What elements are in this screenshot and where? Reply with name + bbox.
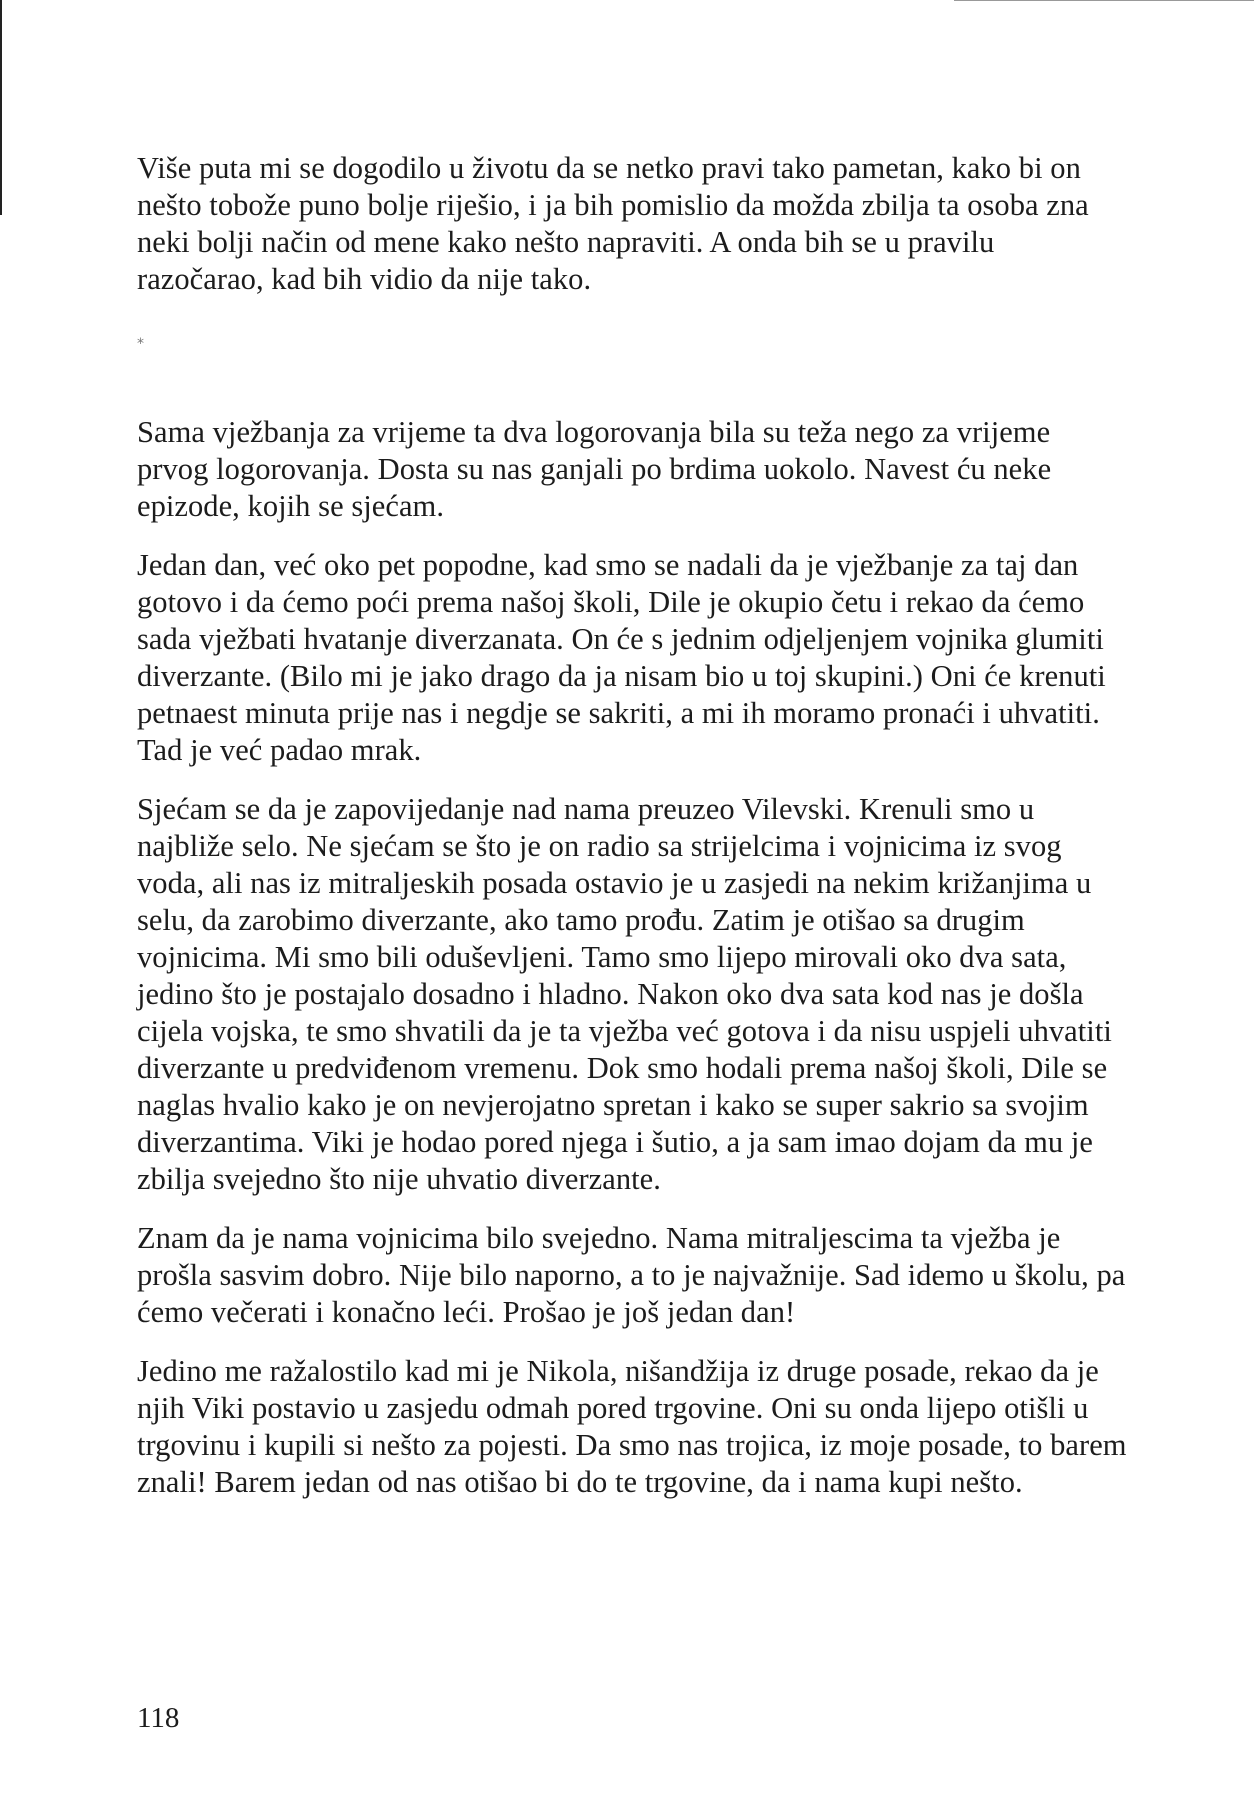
scan-edge-left [0, 0, 2, 215]
paragraph-5: Znam da je nama vojnicima bilo svejedno. Nama mitraljescima ta vježba je prošla sasvim dobro. Nije bilo naporno, a to je najvažnije. Sad idemo u školu, pa ćemo večerati i konačno leći. Prošao je još jedan dan! [137, 1221, 1126, 1329]
scan-edge-top [954, 0, 1254, 1]
section-separator: * [137, 336, 144, 352]
page-number: 118 [137, 1702, 180, 1734]
paragraph-1: Više puta mi se dogodilo u životu da se netko pravi tako pametan, kako bi on nešto tobože puno bolje riješio, i ja bih pomislio da možda zbilja ta osoba zna neki bolji način od mene kako nešto napraviti. A onda bih se u pravilu razočarao, kad bih vidio da nije tako. [137, 151, 1089, 296]
paragraph-2: Sama vježbanja za vrijeme ta dva logorovanja bila su teža nego za vrijeme prvog logorovanja. Dosta su nas ganjali po brdima uokolo. Navest ću neke epizode, kojih se sjećam. [137, 415, 1052, 523]
paragraph-3: Jedan dan, već oko pet popodne, kad smo se nadali da je vježbanje za taj dan gotovo i da ćemo poći prema našoj školi, Dile je okupio četu i rekao da ćemo sada vježbati hvatanje diverzanata. On će s jednim odjeljenjem vojnika glumiti diverzante. (Bilo mi je jako drago da ja nisam bio u toj skupini.) Oni će krenuti petnaest minuta prije nas i negdje se sakriti, a mi ih moramo pronaći i uhvatiti. Tad je već padao mrak. [137, 548, 1106, 767]
paragraph-6: Jedino me ražalostilo kad mi je Nikola, nišandžija iz druge posade, rekao da je njih Viki postavio u zasjedu odmah pored trgovine. Oni su onda lijepo otišli u trgovinu i kupili si nešto za pojesti. Da smo nas trojica, iz moje posade, to barem znali! Barem jedan od nas otišao bi do te trgovine, da i nama kupi nešto. [137, 1354, 1127, 1499]
page-body [137, 150, 1127, 1523]
paragraph-4: Sjećam se da je zapovijedanje nad nama preuzeo Vilevski. Krenuli smo u najbliže selo. Ne sjećam se što je on radio sa strijelcima i vojnicima iz svog voda, ali nas iz mitraljeskih posada ostavio je u zasjedi na nekim križanjima u selu, da zarobimo diverzante, ako tamo prođu. Zatim je otišao sa drugim vojnicima. Mi smo bili oduševljeni. Tamo smo lijepo mirovali oko dva sata, jedino što je postajalo dosadno i hladno. Nakon oko dva sata kod nas je došla cijela vojska, te smo shvatili da je ta vježba već gotova i da nisu uspjeli uhvatiti diverzante u predviđenom vremenu. Dok smo hodali prema našoj školi, Dile se naglas hvalio kako je on nevjerojatno spretan i kako se super sakrio sa svojim diverzantima. Viki je hodao pored njega i šutio, a ja sam imao dojam da mu je zbilja svejedno što nije uhvatio diverzante. [137, 792, 1112, 1196]
